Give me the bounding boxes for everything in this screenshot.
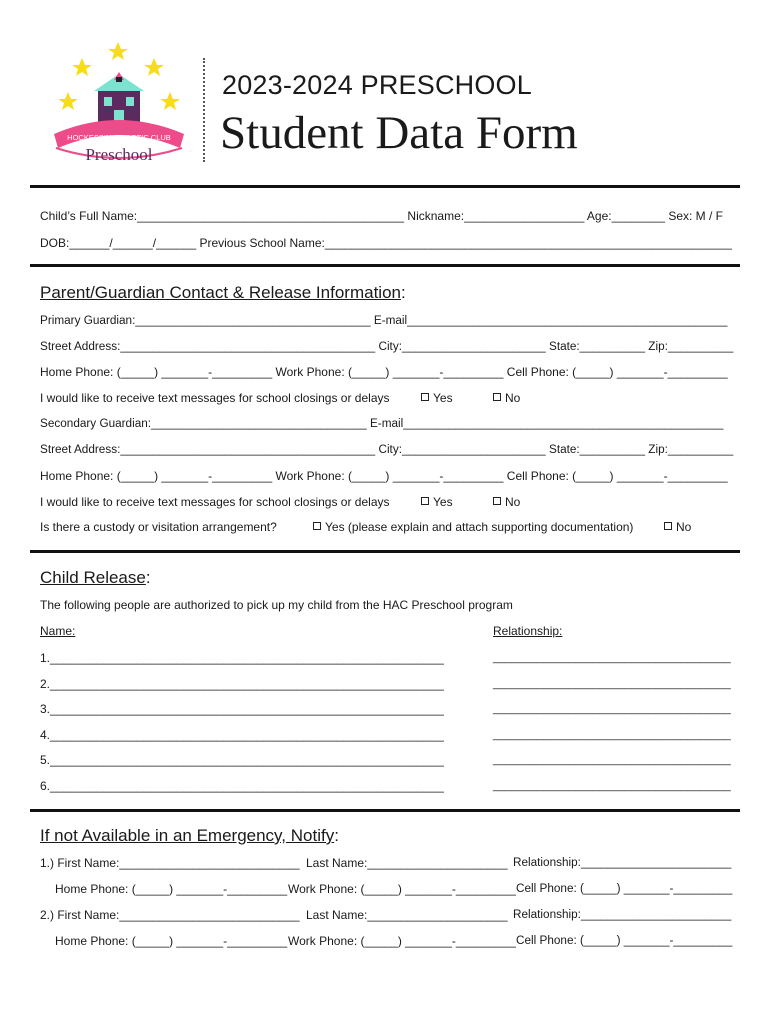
header-divider — [203, 58, 205, 162]
release-name-line[interactable]: 2.___________________________________________________________ — [40, 677, 444, 691]
child-name-line[interactable]: Child’s Full Name:________________________________________ Nickname:__________________ Age:________ Sex: M / F — [40, 209, 723, 223]
release-heading — [40, 568, 151, 588]
divider — [30, 185, 740, 188]
custody-yes-label: Yes (please explain and attach supporting documentation) — [325, 520, 634, 534]
release-relationship-line[interactable]: ______________________________________ — [493, 780, 731, 792]
primary-phones-line[interactable]: Home Phone: (_____) _______-_________ Work Phone: (_____) _______-_________ Cell Phone: (_____) _______-_________ — [40, 365, 728, 379]
primary-text-no[interactable] — [493, 391, 520, 405]
name-column-header: Name: — [40, 624, 76, 638]
yes-label: Yes — [433, 391, 453, 405]
logo-preschool-text: Preschool — [85, 145, 153, 164]
checkbox[interactable] — [493, 393, 501, 401]
page-title: Student Data Form — [220, 107, 578, 159]
star-icon — [108, 42, 128, 60]
emergency-heading-colon: : — [334, 826, 339, 845]
secondary-text-yes[interactable] — [421, 495, 453, 509]
contact2-work-phone[interactable]: Work Phone: (_____) _______-_________ — [288, 934, 516, 948]
logo-graphic — [44, 36, 194, 166]
primary-text-yes[interactable] — [421, 391, 453, 405]
contact1-last-name[interactable]: Last Name:_____________________ — [306, 856, 508, 870]
contact-heading — [40, 283, 406, 303]
relationship-column-header: Relationship: — [493, 624, 563, 638]
custody-question: Is there a custody or visitation arrangement? — [40, 520, 277, 534]
star-icon — [160, 92, 180, 110]
star-icon — [144, 58, 164, 76]
custody-no[interactable] — [664, 520, 691, 534]
release-name-line[interactable]: 6.___________________________________________________________ — [40, 779, 444, 793]
year-title: 2023-2024 PRESCHOOL — [222, 70, 532, 100]
checkbox[interactable] — [421, 393, 429, 401]
release-name-line[interactable]: 3.___________________________________________________________ — [40, 702, 444, 716]
secondary-phones-line[interactable]: Home Phone: (_____) _______-_________ Work Phone: (_____) _______-_________ Cell Phone: (_____) _______-_________ — [40, 469, 728, 483]
secondary-text-question: I would like to receive text messages for school closings or delays — [40, 495, 390, 509]
yes-label: Yes — [433, 495, 453, 509]
dob-line[interactable]: DOB:______/______/______ Previous School Name:_____________________________________________________________ — [40, 236, 732, 250]
secondary-text-no[interactable] — [493, 495, 520, 509]
hac-preschool-logo — [44, 36, 194, 166]
contact2-relationship[interactable]: Relationship:_______________________ — [513, 908, 732, 921]
star-icon — [72, 58, 92, 76]
primary-text-question: I would like to receive text messages for school closings or delays — [40, 391, 390, 405]
divider — [30, 264, 740, 267]
checkbox[interactable] — [664, 522, 672, 530]
release-relationship-line[interactable]: ______________________________________ — [493, 729, 731, 741]
contact2-cell-phone[interactable]: Cell Phone: (_____) _______-_________ — [516, 934, 733, 947]
checkbox[interactable] — [493, 497, 501, 505]
contact1-cell-phone[interactable]: Cell Phone: (_____) _______-_________ — [516, 882, 733, 895]
contact2-home-phone[interactable]: Home Phone: (_____) _______-_________ — [55, 934, 288, 948]
release-heading-text: Child Release — [40, 568, 146, 587]
release-name-line[interactable]: 4.___________________________________________________________ — [40, 728, 444, 742]
logo-club-text: HOCKESSIN ATHLETIC CLUB — [67, 133, 171, 142]
contact1-work-phone[interactable]: Work Phone: (_____) _______-_________ — [288, 882, 516, 896]
star-icon — [58, 92, 78, 110]
custody-yes[interactable] — [313, 520, 633, 534]
release-relationship-line[interactable]: ______________________________________ — [493, 754, 731, 766]
secondary-guardian-line[interactable]: Secondary Guardian:_________________________________ E-mail_________________________________________________ — [40, 417, 724, 430]
contact2-first-name[interactable]: 2.) First Name:___________________________ — [40, 908, 300, 922]
contact1-first-name[interactable]: 1.) First Name:___________________________ — [40, 856, 300, 870]
release-relationship-line[interactable]: ______________________________________ — [493, 678, 731, 690]
release-heading-colon: : — [145, 568, 151, 587]
emergency-heading-text: If not Available in an Emergency, Notify — [40, 826, 335, 845]
release-relationship-line[interactable]: ______________________________________ — [493, 703, 731, 715]
contact2-last-name[interactable]: Last Name:_____________________ — [306, 908, 508, 922]
primary-address-line[interactable]: Street Address:_______________________________________ City:______________________ State:__________ Zip:__________ — [40, 340, 734, 353]
release-intro: The following people are authorized to pick up my child from the HAC Preschool program — [40, 598, 513, 612]
contact-heading-text: Parent/Guardian Contact & Release Information — [40, 283, 401, 302]
contact1-relationship[interactable]: Relationship:_______________________ — [513, 856, 732, 869]
no-label: No — [505, 495, 521, 509]
release-name-line[interactable]: 5.___________________________________________________________ — [40, 753, 444, 767]
no-label: No — [676, 520, 692, 534]
secondary-address-line[interactable]: Street Address:_______________________________________ City:______________________ State:__________ Zip:__________ — [40, 443, 734, 456]
release-relationship-line[interactable]: ______________________________________ — [493, 652, 731, 664]
release-name-line[interactable]: 1.___________________________________________________________ — [40, 651, 444, 665]
divider — [30, 809, 740, 812]
contact-heading-colon: : — [400, 283, 406, 302]
divider — [30, 550, 740, 553]
primary-guardian-line[interactable]: Primary Guardian:____________________________________ E-mail_________________________________________________ — [40, 314, 728, 327]
contact1-home-phone[interactable]: Home Phone: (_____) _______-_________ — [55, 882, 288, 896]
checkbox[interactable] — [313, 522, 321, 530]
emergency-heading — [40, 826, 339, 846]
checkbox[interactable] — [421, 497, 429, 505]
no-label: No — [505, 391, 521, 405]
